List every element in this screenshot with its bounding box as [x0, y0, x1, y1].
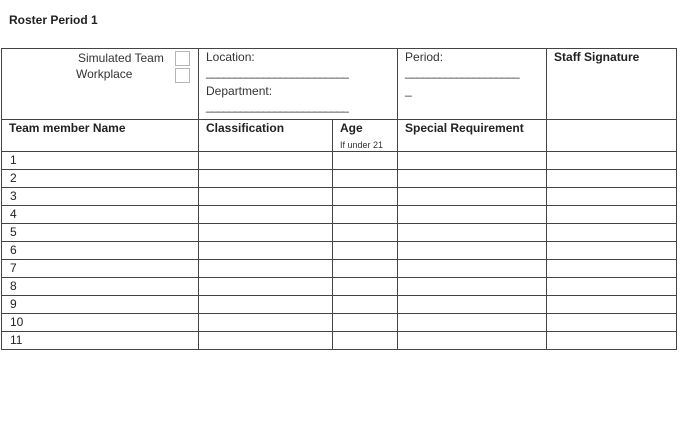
row-number-cell	[2, 260, 199, 278]
age-cell[interactable]	[333, 332, 398, 350]
period-cell	[398, 49, 547, 120]
age-cell[interactable]	[333, 188, 398, 206]
age-cell[interactable]	[333, 314, 398, 332]
col-header-classification: Classification	[199, 120, 333, 152]
staff-signature-label: Staff Signature	[554, 50, 640, 64]
classification-cell[interactable]	[199, 278, 333, 296]
simulated-team-label: Simulated Team	[78, 51, 164, 65]
special-requirement-cell[interactable]	[398, 314, 547, 332]
location-department-cell	[199, 49, 398, 120]
row-number: 5	[10, 225, 17, 239]
age-cell[interactable]	[333, 152, 398, 170]
signature-cell[interactable]	[547, 332, 677, 350]
classification-cell[interactable]	[199, 296, 333, 314]
classification-cell[interactable]	[199, 242, 333, 260]
document-title: Roster Period 1	[9, 13, 98, 27]
special-requirement-cell[interactable]	[398, 296, 547, 314]
signature-cell[interactable]	[547, 242, 677, 260]
col-header-signature	[547, 120, 677, 152]
location-label: Location:	[206, 50, 255, 64]
col-header-age: Age If under 21	[333, 120, 398, 152]
classification-cell[interactable]	[199, 314, 333, 332]
row-number-cell	[2, 332, 199, 350]
signature-cell[interactable]	[547, 260, 677, 278]
row-number-cell	[2, 224, 199, 242]
roster-header-row	[2, 49, 677, 120]
table-row	[2, 188, 677, 206]
signature-cell[interactable]	[547, 224, 677, 242]
row-number: 1	[10, 153, 17, 167]
table-row	[2, 296, 677, 314]
special-requirement-cell[interactable]	[398, 260, 547, 278]
signature-cell[interactable]	[547, 188, 677, 206]
period-line-continued: _	[405, 83, 411, 97]
row-number-cell	[2, 296, 199, 314]
table-row	[2, 170, 677, 188]
staff-signature-header-cell	[547, 49, 677, 120]
team-type-cell	[2, 49, 199, 120]
special-requirement-cell[interactable]	[398, 224, 547, 242]
workplace-checkbox[interactable]	[175, 68, 190, 83]
row-number: 8	[10, 279, 17, 293]
special-requirement-cell[interactable]	[398, 278, 547, 296]
row-number: 6	[10, 243, 17, 257]
age-note: If under 21	[340, 140, 384, 150]
age-cell[interactable]	[333, 206, 398, 224]
signature-cell[interactable]	[547, 206, 677, 224]
department-label: Department:	[206, 84, 273, 98]
period-line: ____________________	[405, 65, 519, 79]
signature-cell[interactable]	[547, 170, 677, 188]
table-row	[2, 332, 677, 350]
special-requirement-cell[interactable]	[398, 206, 547, 224]
column-header-row	[2, 120, 677, 152]
location-line: _________________________	[206, 65, 348, 79]
row-number: 10	[10, 315, 24, 329]
period-label: Period:	[405, 50, 444, 64]
special-requirement-cell[interactable]	[398, 332, 547, 350]
row-number-cell	[2, 278, 199, 296]
col-header-name: Team member Name	[2, 120, 199, 152]
classification-cell[interactable]	[199, 224, 333, 242]
workplace-label: Workplace	[76, 67, 133, 81]
row-number: 7	[10, 261, 17, 275]
row-number: 9	[10, 297, 17, 311]
age-cell[interactable]	[333, 224, 398, 242]
table-row	[2, 224, 677, 242]
age-cell[interactable]	[333, 260, 398, 278]
table-row	[2, 278, 677, 296]
table-row	[2, 260, 677, 278]
age-cell[interactable]	[333, 278, 398, 296]
table-row	[2, 152, 677, 170]
classification-cell[interactable]	[199, 152, 333, 170]
roster-table	[1, 48, 677, 350]
row-number-cell	[2, 314, 199, 332]
signature-cell[interactable]	[547, 278, 677, 296]
row-number-cell	[2, 152, 199, 170]
department-line: _________________________	[206, 99, 348, 113]
simulated-team-checkbox[interactable]	[175, 51, 190, 66]
special-requirement-cell[interactable]	[398, 152, 547, 170]
age-cell[interactable]	[333, 170, 398, 188]
table-row	[2, 206, 677, 224]
row-number-cell	[2, 242, 199, 260]
classification-cell[interactable]	[199, 260, 333, 278]
row-number: 3	[10, 189, 17, 203]
age-cell[interactable]	[333, 242, 398, 260]
row-number: 2	[10, 171, 17, 185]
signature-cell[interactable]	[547, 296, 677, 314]
special-requirement-cell[interactable]	[398, 188, 547, 206]
table-row	[2, 242, 677, 260]
special-requirement-cell[interactable]	[398, 170, 547, 188]
signature-cell[interactable]	[547, 314, 677, 332]
special-requirement-cell[interactable]	[398, 242, 547, 260]
col-header-special-requirement: Special Requirement	[398, 120, 547, 152]
row-number-cell	[2, 206, 199, 224]
classification-cell[interactable]	[199, 188, 333, 206]
table-row	[2, 314, 677, 332]
classification-cell[interactable]	[199, 332, 333, 350]
row-number: 4	[10, 207, 17, 221]
row-number-cell	[2, 188, 199, 206]
age-cell[interactable]	[333, 296, 398, 314]
row-number: 11	[10, 333, 23, 347]
classification-cell[interactable]	[199, 170, 333, 188]
row-number-cell	[2, 170, 199, 188]
signature-cell[interactable]	[547, 152, 677, 170]
classification-cell[interactable]	[199, 206, 333, 224]
